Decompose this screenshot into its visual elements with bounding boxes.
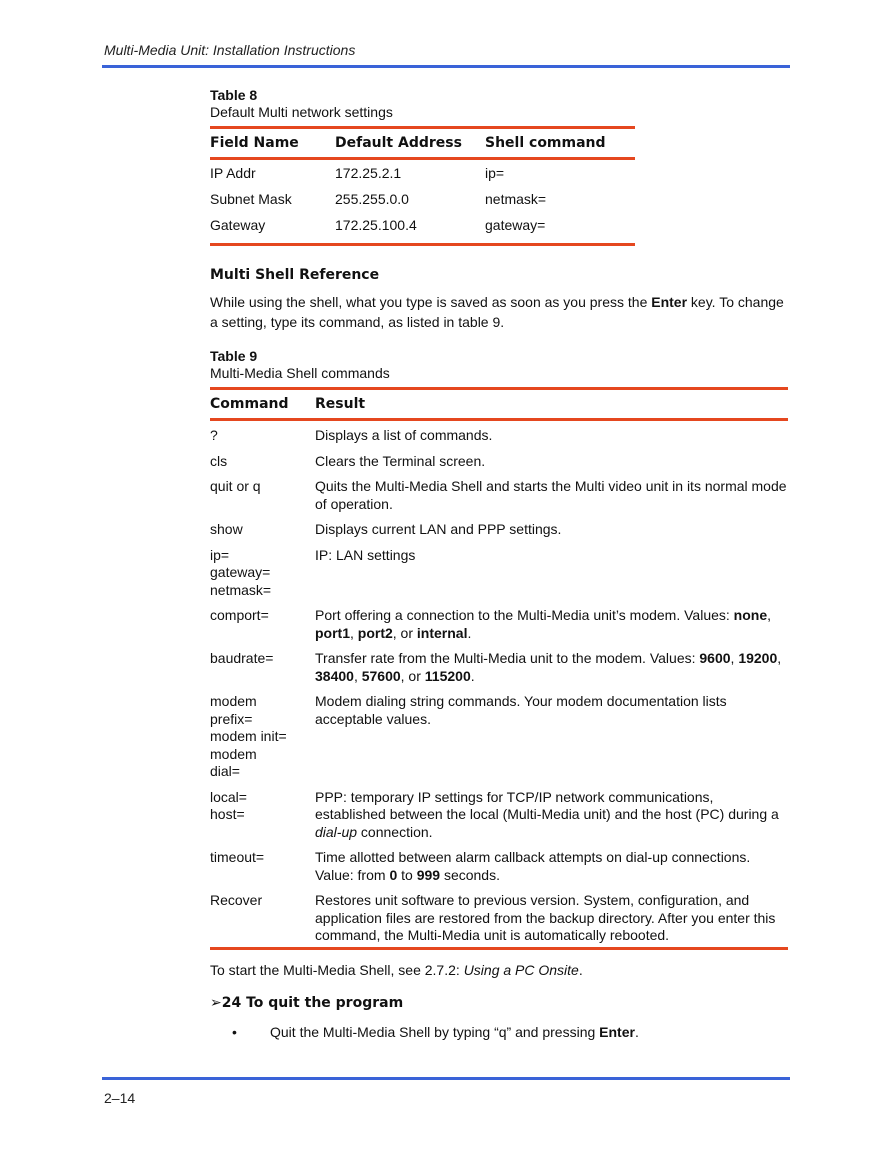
table9-bottom-rule xyxy=(210,947,788,950)
running-header-title: Multi-Media Unit: Installation Instructions xyxy=(104,42,356,58)
table9-number: Table 9 xyxy=(210,348,258,364)
table8 xyxy=(210,129,635,243)
command-cell xyxy=(210,693,315,789)
result-cell: Transfer rate from the Multi-Media unit to the modem. Values: 9600, 19200, 38400, 57600, or 115200. xyxy=(315,650,782,684)
bullet-dot-icon: • xyxy=(232,1023,237,1040)
page-content xyxy=(210,87,788,1040)
command-cell xyxy=(210,547,315,608)
command-cell: ? xyxy=(210,427,218,443)
command-line: host= xyxy=(210,806,245,822)
table-cell: netmask= xyxy=(485,191,547,207)
table-cell: 172.25.2.1 xyxy=(335,165,402,181)
command-line: gateway= xyxy=(210,564,271,580)
step-heading xyxy=(210,995,788,1011)
page-number: 2–14 xyxy=(104,1090,136,1106)
command-cell: Recover xyxy=(210,892,263,908)
table-row xyxy=(210,693,788,789)
table-row xyxy=(210,892,788,947)
table8-header-cell: Field Name xyxy=(210,135,299,151)
table-row xyxy=(210,849,788,892)
table-cell: Gateway xyxy=(210,217,266,233)
table-row xyxy=(210,421,788,453)
table-row xyxy=(210,521,788,547)
command-cell: timeout= xyxy=(210,849,265,865)
section-heading-shell-reference: Multi Shell Reference xyxy=(210,267,380,283)
start-shell-reference: To start the Multi-Media Shell, see 2.7.2: Using a PC Onsite. xyxy=(210,961,583,978)
table-cell: ip= xyxy=(485,165,505,181)
result-cell: Displays current LAN and PPP settings. xyxy=(315,521,562,537)
table8-header-cell: Shell command xyxy=(485,135,606,151)
table-cell: Subnet Mask xyxy=(210,191,292,207)
footer-rule xyxy=(102,1077,790,1080)
command-cell: cls xyxy=(210,452,228,469)
result-cell: Quits the Multi-Media Shell and starts the Multi video unit in its normal mode of operation. xyxy=(315,478,787,512)
table9-header-cell: Command xyxy=(210,396,289,412)
result-cell: Clears the Terminal screen. xyxy=(315,452,486,469)
table-row xyxy=(210,547,788,608)
result-cell: PPP: temporary IP settings for TCP/IP network communications, established between the local (Multi-Media unit) and the host (PC) during a dial-up connection. xyxy=(315,788,779,840)
command-line: ip= xyxy=(210,546,230,563)
command-cell: baudrate= xyxy=(210,650,274,666)
table9-caption xyxy=(210,348,788,382)
command-cell: comport= xyxy=(210,607,269,623)
result-cell: Displays a list of commands. xyxy=(315,427,493,443)
cross-reference-title: Using a PC Onsite xyxy=(463,961,579,978)
result-cell: IP: LAN settings xyxy=(315,546,416,563)
command-cell xyxy=(210,789,315,850)
paragraph-text: key. To change a setting, type its command, as listed in table 9. xyxy=(210,294,784,330)
result-cell: Time allotted between alarm callback attempts on dial-up connections. Value: from 0 to 999 seconds. xyxy=(315,849,751,883)
table9 xyxy=(210,390,788,947)
command-line: prefix= xyxy=(210,710,253,727)
table8-header-row xyxy=(210,129,635,157)
table-cell: IP Addr xyxy=(210,165,256,181)
table8-title: Default Multi network settings xyxy=(210,104,393,120)
table9-header-row xyxy=(210,390,788,418)
table9-title: Multi-Media Shell commands xyxy=(210,365,390,381)
table-row xyxy=(210,217,635,243)
table-row xyxy=(210,160,635,191)
command-line: modem xyxy=(210,745,257,762)
command-cell: show xyxy=(210,521,243,537)
table-row xyxy=(210,607,788,650)
command-line: modem init= xyxy=(210,728,287,744)
table-cell: gateway= xyxy=(485,217,546,233)
table8-bottom-rule xyxy=(210,243,635,246)
table8-caption xyxy=(210,87,788,121)
table-row xyxy=(210,478,788,521)
command-line: modem xyxy=(210,693,257,709)
enter-key-label: Enter xyxy=(599,1023,635,1040)
command-line: netmask= xyxy=(210,581,272,598)
table-row xyxy=(210,191,635,217)
table9-header-cell: Result xyxy=(315,396,366,412)
command-line: local= xyxy=(210,788,247,805)
result-cell: Port offering a connection to the Multi-Media unit’s modem. Values: none, port1, port2, or internal. xyxy=(315,607,772,641)
table-row xyxy=(210,453,788,479)
command-line: dial= xyxy=(210,763,240,779)
table8-header-cell: Default Address xyxy=(335,135,462,151)
shell-reference-paragraph xyxy=(210,293,788,332)
table8-number: Table 8 xyxy=(210,87,258,103)
result-cell: Modem dialing string commands. Your modem documentation lists acceptable values. xyxy=(315,693,727,727)
table-cell: 255.255.0.0 xyxy=(335,191,409,207)
step-heading-text: 24 To quit the program xyxy=(221,994,404,1011)
list-item xyxy=(210,1024,788,1040)
bullet-text: Quit the Multi-Media Shell by typing “q” and pressing Enter. xyxy=(270,1023,639,1040)
header-rule xyxy=(102,65,790,68)
paragraph-text: While using the shell, what you type is saved as soon as you press the xyxy=(210,294,652,310)
command-cell: quit or q xyxy=(210,478,261,494)
enter-key-label: Enter xyxy=(651,294,688,310)
table-row xyxy=(210,650,788,693)
arrow-bullet-icon: ➢ xyxy=(210,994,222,1011)
result-cell: Restores unit software to previous version. System, configuration, and application files are restored from the backup directory. After you enter this command, the Multi-Media unit is automatically rebooted. xyxy=(315,892,776,943)
table-row xyxy=(210,789,788,850)
table-cell: 172.25.100.4 xyxy=(335,217,417,233)
